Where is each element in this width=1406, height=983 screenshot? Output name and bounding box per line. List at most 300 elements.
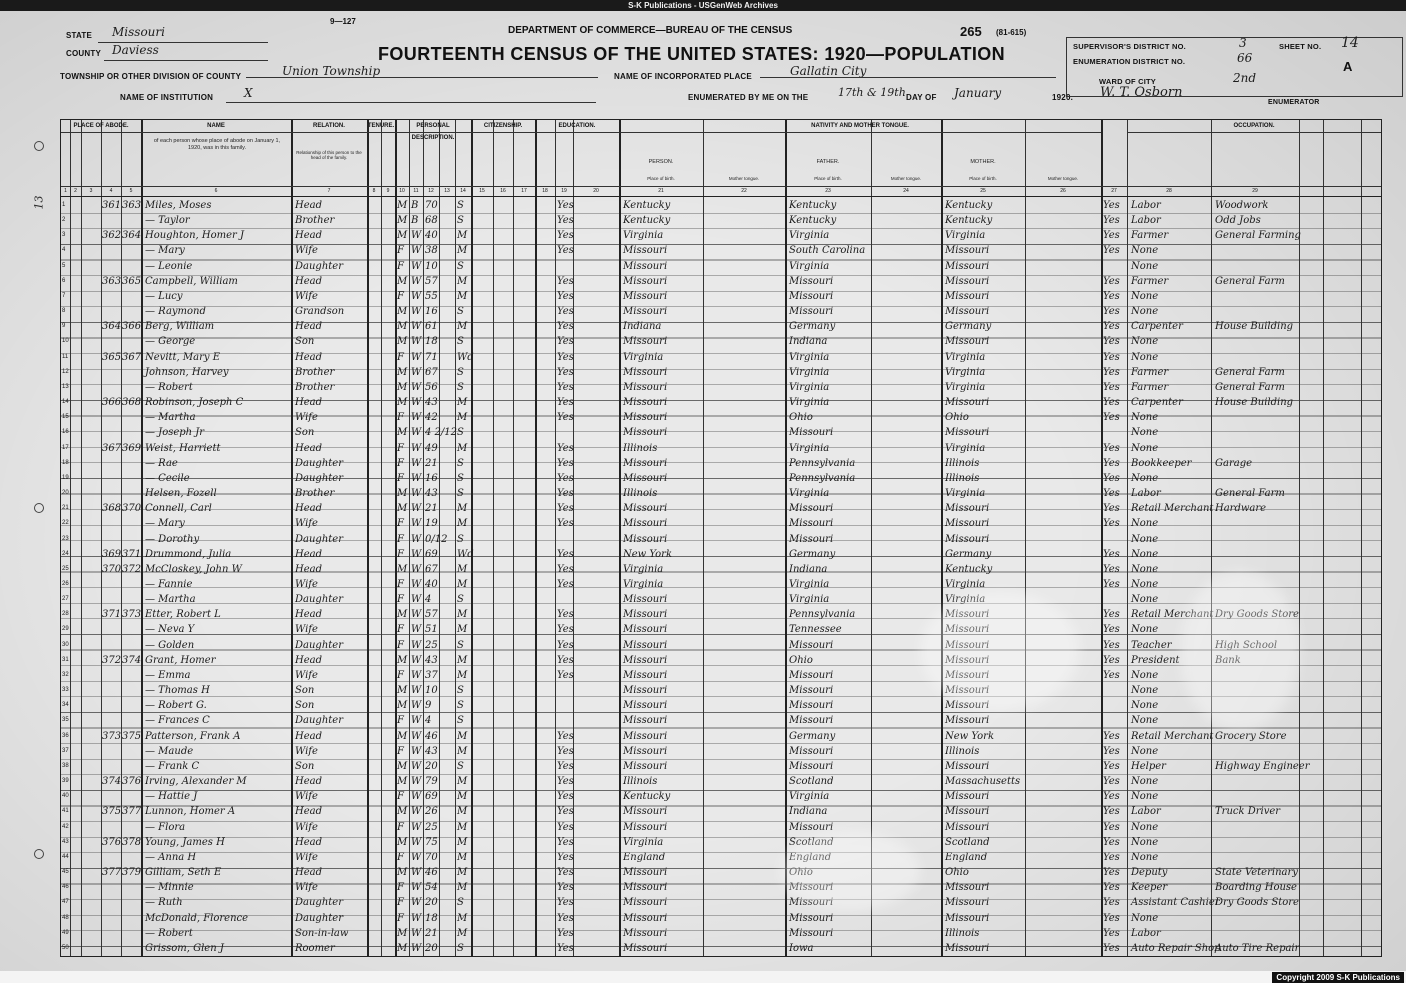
- family-number: 376: [122, 776, 142, 788]
- sex: M: [397, 321, 408, 333]
- mother-birthplace: Ohio: [945, 867, 969, 879]
- sex: M: [397, 776, 408, 788]
- mother-birthplace: Missouri: [945, 654, 990, 666]
- race: W: [411, 442, 422, 454]
- speaks-english: Yes: [1103, 381, 1120, 393]
- line-number: 25: [62, 565, 69, 572]
- mother-heading: MOTHER.: [970, 159, 996, 165]
- occupation: None: [1131, 579, 1159, 590]
- occupation: Retail Merchant: [1131, 503, 1214, 515]
- marital-status: M: [457, 927, 468, 939]
- speaks-english: Yes: [1103, 306, 1120, 318]
- father-birthplace: Scotland: [789, 776, 834, 788]
- line-number: 38: [62, 762, 69, 769]
- can-read: Yes: [557, 730, 574, 742]
- birthplace: Kentucky: [623, 215, 671, 227]
- can-read: Yes: [557, 912, 574, 924]
- group-tenure: TENURE.: [367, 120, 395, 133]
- age: 4 2/12: [425, 427, 457, 439]
- relation: Son: [295, 336, 315, 348]
- birthplace: Missouri: [623, 730, 668, 742]
- father-birthplace: Ohio: [789, 867, 813, 879]
- father-birthplace: Indiana: [789, 563, 828, 575]
- census-row: [61, 804, 1381, 820]
- column-number: 20: [593, 188, 599, 194]
- census-row: [61, 319, 1381, 335]
- occupation: None: [1131, 260, 1159, 272]
- race: W: [411, 594, 422, 606]
- census-row: [61, 698, 1381, 714]
- industry: Dry Goods Store: [1215, 609, 1299, 621]
- speaks-english: Yes: [1103, 760, 1120, 772]
- marital-status: M: [457, 654, 468, 666]
- race: W: [411, 290, 422, 302]
- can-read: Yes: [557, 442, 574, 454]
- occupation: None: [1131, 836, 1159, 848]
- speaks-english: Yes: [1103, 669, 1120, 681]
- marital-status: M: [457, 867, 468, 879]
- marital-status: Wd: [457, 548, 474, 560]
- person-name: — Neva Y: [145, 624, 195, 636]
- sex: F: [397, 882, 404, 894]
- family-number: 377: [122, 806, 142, 818]
- person-name: — Robert: [145, 927, 193, 939]
- race: W: [411, 336, 422, 348]
- birthplace: Missouri: [623, 745, 668, 757]
- mother-birthplace: Missouri: [945, 685, 990, 697]
- institution-label: NAME OF INSTITUTION: [120, 93, 214, 102]
- father-birthplace: Virginia: [789, 579, 830, 590]
- person-birthplace-heading: Place of birth.: [647, 176, 675, 181]
- punch-hole: [34, 503, 44, 513]
- relation: Wife: [295, 579, 318, 590]
- relation: Wife: [295, 669, 318, 681]
- marital-status: M: [457, 609, 468, 621]
- marital-status: M: [457, 230, 468, 242]
- line-number: 36: [62, 732, 69, 739]
- occupation: None: [1131, 336, 1159, 348]
- sex: F: [397, 290, 404, 302]
- industry: General Farm: [1215, 275, 1285, 287]
- person-name: Berg, William: [145, 321, 215, 333]
- person-name: — Emma: [145, 669, 191, 681]
- race: W: [411, 897, 422, 909]
- marital-status: M: [457, 776, 468, 788]
- birthplace: Missouri: [623, 624, 668, 636]
- line-number: 8: [62, 308, 66, 315]
- relation: Head: [295, 548, 323, 560]
- can-read: Yes: [557, 336, 574, 348]
- enumerator-signature: W. T. Osborn: [1100, 85, 1183, 100]
- relation: Daughter: [295, 594, 343, 606]
- line-number: 18: [62, 459, 69, 466]
- column-number: 23: [825, 188, 831, 194]
- person-name: — Maude: [145, 745, 194, 757]
- sex: F: [397, 548, 404, 560]
- census-row: [61, 425, 1381, 441]
- marital-status: S: [457, 306, 464, 318]
- marital-status: M: [457, 624, 468, 636]
- marital-status: M: [457, 745, 468, 757]
- column-number: 11: [413, 188, 419, 194]
- census-row: [61, 243, 1381, 259]
- person-name: Young, James H: [145, 836, 225, 848]
- marital-status: M: [457, 579, 468, 590]
- father-birthplace: Virginia: [789, 260, 830, 272]
- enumeration-district-value: 66: [1237, 51, 1253, 65]
- speaks-english: Yes: [1103, 321, 1120, 333]
- sex: M: [397, 366, 408, 378]
- industry: Highway Engineer: [1215, 760, 1310, 772]
- line-number: 4: [62, 247, 66, 254]
- father-birthplace: Missouri: [789, 685, 834, 697]
- person-name: — Anna H: [145, 851, 197, 863]
- marital-status: S: [457, 260, 464, 272]
- age: 71: [425, 351, 438, 363]
- dwelling-number: 368: [102, 503, 122, 515]
- census-row: [61, 820, 1381, 836]
- punch-hole: [34, 849, 44, 859]
- day-of-label: DAY OF: [906, 93, 937, 102]
- sex: M: [397, 942, 408, 954]
- census-row: [61, 380, 1381, 396]
- industry: Garage: [1215, 457, 1253, 469]
- person-name: Irving, Alexander M: [145, 776, 247, 788]
- age: 38: [425, 245, 438, 257]
- state-value: Missouri: [112, 25, 165, 39]
- mother-birthplace: England: [945, 851, 988, 863]
- mother-birthplace: Missouri: [945, 533, 990, 545]
- mother-birthplace: Missouri: [945, 245, 990, 257]
- age: 69: [425, 548, 438, 560]
- mother-birthplace: Massachusetts: [945, 776, 1021, 788]
- birthplace: Illinois: [623, 488, 658, 500]
- race: W: [411, 412, 422, 424]
- group-place-of-abode: PLACE OF ABODE.: [61, 120, 141, 133]
- industry: General Farm: [1215, 381, 1285, 393]
- occupation: None: [1131, 715, 1159, 727]
- age: 25: [425, 821, 438, 833]
- dwelling-number: 366: [102, 397, 122, 409]
- marital-status: S: [457, 215, 464, 227]
- column-number: 2: [74, 188, 77, 194]
- race: W: [411, 836, 422, 848]
- person-name: — Raymond: [145, 306, 206, 318]
- person-name: — Martha: [145, 594, 196, 606]
- column-number: 14: [460, 188, 466, 194]
- column-number: 8: [372, 188, 376, 194]
- line-number: 1: [62, 202, 66, 208]
- race: W: [411, 427, 422, 439]
- sex: M: [397, 654, 408, 666]
- line-number: 39: [62, 778, 69, 785]
- census-row: [61, 789, 1381, 805]
- father-birthplace: Pennsylvania: [789, 457, 856, 469]
- father-birthplace: Pennsylvania: [789, 609, 856, 621]
- birthplace: Missouri: [623, 336, 668, 348]
- person-name: Gilliam, Seth E: [145, 867, 222, 879]
- line-number: 31: [62, 656, 69, 663]
- sex: M: [397, 700, 408, 712]
- speaks-english: Yes: [1103, 215, 1120, 227]
- age: 21: [425, 503, 438, 515]
- column-number: 10: [399, 188, 405, 194]
- age: 42: [425, 412, 438, 424]
- father-birthplace: Virginia: [789, 351, 830, 363]
- census-row: [61, 729, 1381, 745]
- race: W: [411, 776, 422, 788]
- column-number: 29: [1252, 188, 1258, 194]
- person-name: Robinson, Joseph C: [145, 397, 244, 409]
- person-name: — Cecile: [145, 472, 190, 484]
- speaks-english: Yes: [1103, 579, 1120, 590]
- mother-birthplace-heading: Place of birth.: [969, 176, 997, 181]
- column-number: 24: [903, 188, 909, 194]
- can-read: Yes: [557, 290, 574, 302]
- age: 40: [425, 579, 438, 590]
- birthplace: Indiana: [623, 321, 662, 333]
- race: W: [411, 791, 422, 803]
- enumerator-label: ENUMERATOR: [1268, 99, 1320, 106]
- line-number: 19: [62, 474, 69, 481]
- census-year: 1920.: [1052, 93, 1074, 102]
- mother-birthplace: Scotland: [945, 836, 990, 848]
- speaks-english: Yes: [1103, 942, 1120, 954]
- sex: F: [397, 442, 404, 454]
- page-number: 265: [960, 24, 982, 39]
- census-row: [61, 289, 1381, 305]
- age: 43: [425, 397, 438, 409]
- age: 43: [425, 488, 438, 500]
- father-birthplace: Missouri: [789, 427, 834, 439]
- marital-status: S: [457, 472, 464, 484]
- relation: Wife: [295, 882, 318, 894]
- birthplace: Missouri: [623, 609, 668, 621]
- supervisor-district-value: 3: [1239, 36, 1247, 50]
- speaks-english: Yes: [1103, 624, 1120, 636]
- sex: F: [397, 518, 404, 530]
- column-number: 15: [479, 188, 485, 194]
- race: W: [411, 942, 422, 954]
- enumerated-label: ENUMERATED BY ME ON THE: [688, 93, 809, 102]
- occupation: None: [1131, 306, 1159, 318]
- father-birthplace: Missouri: [789, 275, 834, 287]
- birthplace: Missouri: [623, 867, 668, 879]
- form-code: (81-615): [996, 28, 1027, 37]
- mother-birthplace: Virginia: [945, 230, 986, 242]
- line-number: 15: [62, 414, 69, 421]
- father-birthplace: Iowa: [789, 942, 814, 954]
- race: W: [411, 472, 422, 484]
- can-read: Yes: [557, 760, 574, 772]
- occupation: None: [1131, 533, 1159, 545]
- occupation: Labor: [1131, 806, 1161, 818]
- line-number: 50: [62, 944, 69, 951]
- person-name: — Frank C: [145, 760, 200, 772]
- mother-birthplace: Illinois: [945, 927, 980, 939]
- dwelling-number: 372: [102, 654, 122, 666]
- person-tongue-heading: Mother tongue.: [728, 176, 760, 181]
- column-number: 6: [214, 188, 218, 194]
- occupation: None: [1131, 791, 1159, 803]
- mother-birthplace: Missouri: [945, 336, 990, 348]
- father-birthplace: Germany: [789, 548, 836, 560]
- speaks-english: Yes: [1103, 548, 1120, 560]
- column-number: 5: [129, 188, 133, 194]
- birthplace: Kentucky: [623, 791, 671, 803]
- father-birthplace: Missouri: [789, 700, 834, 712]
- sheet-label: SHEET NO.: [1279, 42, 1322, 51]
- occupation: None: [1131, 245, 1159, 257]
- person-name: Nevitt, Mary E: [145, 351, 221, 363]
- group-citizenship: CITIZENSHIP.: [471, 120, 535, 133]
- father-birthplace: Virginia: [789, 397, 830, 409]
- race: W: [411, 700, 422, 712]
- race: W: [411, 548, 422, 560]
- race: W: [411, 745, 422, 757]
- marital-status: M: [457, 442, 468, 454]
- industry: Woodwork: [1215, 200, 1269, 211]
- father-birthplace: Virginia: [789, 381, 830, 393]
- birthplace: Missouri: [623, 806, 668, 818]
- marital-status: M: [457, 836, 468, 848]
- marital-status: M: [457, 851, 468, 863]
- occupation: Assistant Cashier: [1131, 897, 1220, 909]
- line-number: 27: [62, 596, 69, 603]
- relation: Head: [295, 806, 323, 818]
- sex: M: [397, 563, 408, 575]
- marital-status: S: [457, 942, 464, 954]
- can-read: Yes: [557, 563, 574, 575]
- line-number: 3: [62, 232, 66, 239]
- age: 18: [425, 912, 438, 924]
- census-row: [61, 713, 1381, 729]
- race: W: [411, 882, 422, 894]
- birthplace: Missouri: [623, 503, 668, 515]
- industry: General Farm: [1215, 488, 1285, 500]
- occupation: Helper: [1131, 760, 1166, 772]
- mother-birthplace: New York: [945, 730, 994, 742]
- relation: Brother: [295, 366, 335, 378]
- line-number: 48: [62, 914, 69, 921]
- occupation: None: [1131, 745, 1159, 757]
- relation: Head: [295, 200, 323, 211]
- industry: Auto Tire Repair: [1215, 942, 1300, 954]
- mother-birthplace: Virginia: [945, 442, 986, 454]
- birthplace: Missouri: [623, 654, 668, 666]
- relation: Head: [295, 776, 323, 788]
- race: W: [411, 306, 422, 318]
- race: W: [411, 351, 422, 363]
- sex: F: [397, 472, 404, 484]
- birthplace: Virginia: [623, 579, 664, 590]
- occupation: Retail Merchant: [1131, 730, 1214, 742]
- birthplace: Missouri: [623, 669, 668, 681]
- birthplace: Virginia: [623, 563, 664, 575]
- group-relation: RELATION.: [291, 120, 367, 133]
- line-number: 35: [62, 717, 69, 724]
- age: 19: [425, 518, 438, 530]
- age: 69: [425, 791, 438, 803]
- census-row: [61, 683, 1381, 699]
- race: W: [411, 488, 422, 500]
- marital-status: M: [457, 245, 468, 257]
- marital-status: M: [457, 806, 468, 818]
- township-label: TOWNSHIP OR OTHER DIVISION OF COUNTY: [60, 72, 242, 81]
- family-number: 367: [122, 351, 142, 363]
- person-name: Grissom, Glen J: [145, 942, 224, 954]
- age: 26: [425, 806, 438, 818]
- line-number: 32: [62, 671, 69, 678]
- birthplace: Missouri: [623, 927, 668, 939]
- age: 18: [425, 336, 438, 348]
- birthplace: Missouri: [623, 594, 668, 606]
- birthplace: Missouri: [623, 366, 668, 378]
- family-number: 365: [122, 275, 142, 287]
- speaks-english: Yes: [1103, 791, 1120, 803]
- father-birthplace: Missouri: [789, 639, 834, 651]
- age: 21: [425, 457, 438, 469]
- incorporated-place-label: NAME OF INCORPORATED PLACE: [614, 72, 752, 81]
- line-number: 24: [62, 550, 69, 557]
- occupation: None: [1131, 851, 1159, 863]
- can-read: Yes: [557, 927, 574, 939]
- occupation: Labor: [1131, 200, 1161, 211]
- birthplace: Kentucky: [623, 200, 671, 211]
- birthplace: Missouri: [623, 685, 668, 697]
- mother-birthplace: Missouri: [945, 275, 990, 287]
- speaks-english: Yes: [1103, 245, 1120, 257]
- speaks-english: Yes: [1103, 821, 1120, 833]
- age: 40: [425, 230, 438, 242]
- speaks-english: Yes: [1103, 912, 1120, 924]
- mother-birthplace: Illinois: [945, 472, 980, 484]
- occupation: Labor: [1131, 215, 1161, 227]
- mother-birthplace: Missouri: [945, 806, 990, 818]
- birthplace: Missouri: [623, 381, 668, 393]
- mother-birthplace: Missouri: [945, 700, 990, 712]
- speaks-english: Yes: [1103, 230, 1120, 242]
- sex: F: [397, 851, 404, 863]
- can-read: Yes: [557, 745, 574, 757]
- person-name: — Mary: [145, 518, 185, 530]
- person-name: — George: [145, 336, 196, 348]
- birthplace: Missouri: [623, 882, 668, 894]
- can-read: Yes: [557, 654, 574, 666]
- census-row: [61, 274, 1381, 290]
- race: W: [411, 760, 422, 772]
- relation: Daughter: [295, 912, 343, 924]
- age: 67: [425, 366, 438, 378]
- father-birthplace: Virginia: [789, 442, 830, 454]
- dwelling-number: 373: [102, 730, 122, 742]
- sheet-value: 14: [1341, 35, 1359, 51]
- census-row: [61, 471, 1381, 487]
- sex: F: [397, 624, 404, 636]
- age: 61: [425, 321, 438, 333]
- race: W: [411, 685, 422, 697]
- census-row: [61, 941, 1381, 957]
- speaks-english: Yes: [1103, 851, 1120, 863]
- township-value: Union Township: [282, 64, 381, 78]
- person-name: Houghton, Homer J: [145, 230, 244, 242]
- family-number: 373: [122, 609, 142, 621]
- father-birthplace: Pennsylvania: [789, 472, 856, 484]
- father-birthplace: Missouri: [789, 760, 834, 772]
- age: 4: [425, 715, 432, 727]
- sex: M: [397, 200, 408, 211]
- speaks-english: Yes: [1103, 897, 1120, 909]
